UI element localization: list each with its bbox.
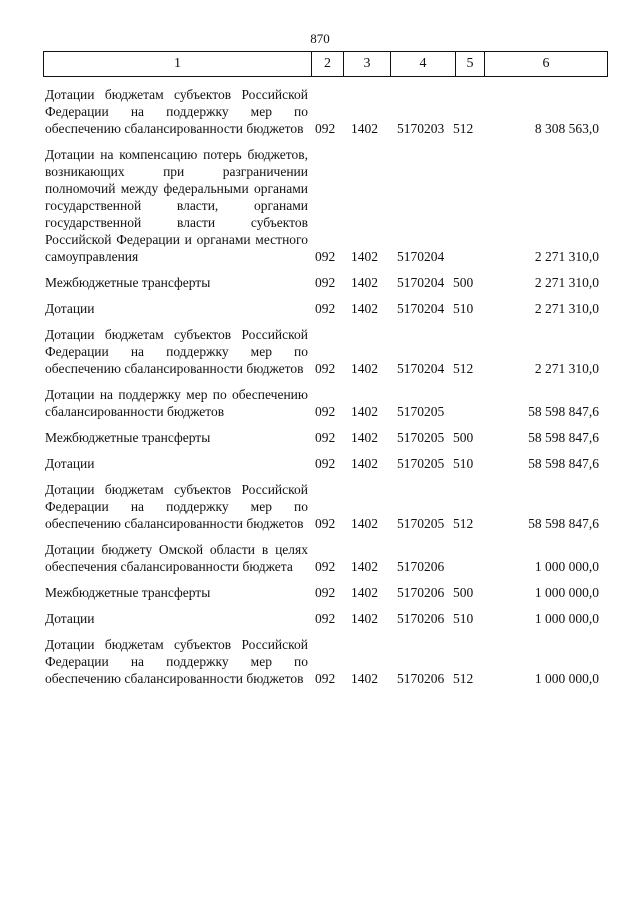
row-description: Дотации xyxy=(45,611,95,626)
code-razdel: 1402 xyxy=(351,456,378,471)
amount: 1 000 000,0 xyxy=(534,585,599,600)
amount: 58 598 847,6 xyxy=(528,430,599,445)
header-col-3: 3 xyxy=(344,52,391,76)
amount: 58 598 847,6 xyxy=(528,516,599,531)
code-razdel: 1402 xyxy=(351,121,378,136)
code-target-article: 5170206 xyxy=(397,585,445,600)
code-expense-type: 500 xyxy=(453,430,474,445)
code-target-article: 5170205 xyxy=(397,430,445,445)
code-expense-type: 500 xyxy=(453,275,474,290)
table-row xyxy=(45,326,605,377)
row-codes xyxy=(315,610,605,627)
row-description: Дотации бюджетам субъектов Российской Федерации на поддержку мер по обеспечению сбалансированности бюджетов xyxy=(45,87,308,136)
code-vedomstvo: 092 xyxy=(315,249,336,264)
code-vedomstvo: 092 xyxy=(315,559,336,574)
table-header xyxy=(43,51,608,77)
row-codes xyxy=(315,558,605,575)
amount: 1 000 000,0 xyxy=(534,559,599,574)
table-body xyxy=(45,86,605,696)
row-description: Дотации на поддержку мер по обеспечению сбалансированности бюджетов xyxy=(45,387,308,419)
row-description: Межбюджетные трансферты xyxy=(45,430,211,445)
code-expense-type: 512 xyxy=(453,121,474,136)
code-razdel: 1402 xyxy=(351,404,378,419)
table-row xyxy=(45,146,605,265)
table-row xyxy=(45,274,605,291)
table-row xyxy=(45,541,605,575)
code-target-article: 5170204 xyxy=(397,275,445,290)
table-row xyxy=(45,636,605,687)
code-vedomstvo: 092 xyxy=(315,430,336,445)
row-codes xyxy=(315,360,605,377)
code-expense-type: 512 xyxy=(453,361,474,376)
code-target-article: 5170204 xyxy=(397,361,445,376)
code-vedomstvo: 092 xyxy=(315,671,336,686)
code-vedomstvo: 092 xyxy=(315,516,336,531)
amount: 8 308 563,0 xyxy=(534,121,599,136)
row-codes xyxy=(315,248,605,265)
page-number: 870 xyxy=(310,31,330,46)
row-description: Дотации xyxy=(45,301,95,316)
code-vedomstvo: 092 xyxy=(315,275,336,290)
code-razdel: 1402 xyxy=(351,611,378,626)
row-description: Межбюджетные трансферты xyxy=(45,585,211,600)
amount: 1 000 000,0 xyxy=(534,611,599,626)
code-vedomstvo: 092 xyxy=(315,585,336,600)
code-target-article: 5170204 xyxy=(397,301,445,316)
table-row xyxy=(45,86,605,137)
code-razdel: 1402 xyxy=(351,585,378,600)
table-row xyxy=(45,584,605,601)
table-row xyxy=(45,610,605,627)
table-row xyxy=(45,300,605,317)
row-codes xyxy=(315,403,605,420)
code-razdel: 1402 xyxy=(351,559,378,574)
row-codes xyxy=(315,670,605,687)
table-row xyxy=(45,429,605,446)
table-row xyxy=(45,386,605,420)
header-col-2: 2 xyxy=(312,52,344,76)
amount: 2 271 310,0 xyxy=(534,249,599,264)
code-vedomstvo: 092 xyxy=(315,361,336,376)
row-description: Дотации бюджетам субъектов Российской Федерации на поддержку мер по обеспечению сбалансированности бюджетов xyxy=(45,482,308,531)
row-codes xyxy=(315,429,605,446)
row-description: Дотации на компенсацию потерь бюджетов, возникающих при разграничении полномочий между федеральными органами государственной власти, органами государственной власти субъектов Российской Федерации и органами местного самоуправления xyxy=(45,147,308,264)
code-expense-type: 512 xyxy=(453,516,474,531)
row-codes xyxy=(315,300,605,317)
code-expense-type: 510 xyxy=(453,611,474,626)
code-razdel: 1402 xyxy=(351,249,378,264)
row-codes xyxy=(315,274,605,291)
row-description: Дотации бюджету Омской области в целях обеспечения сбалансированности бюджета xyxy=(45,542,308,574)
code-target-article: 5170206 xyxy=(397,611,445,626)
code-target-article: 5170206 xyxy=(397,559,445,574)
row-codes xyxy=(315,455,605,472)
amount: 58 598 847,6 xyxy=(528,456,599,471)
table-row xyxy=(45,455,605,472)
code-razdel: 1402 xyxy=(351,275,378,290)
code-expense-type: 510 xyxy=(453,456,474,471)
code-target-article: 5170203 xyxy=(397,121,445,136)
header-col-6: 6 xyxy=(542,56,550,71)
amount: 1 000 000,0 xyxy=(534,671,599,686)
code-razdel: 1402 xyxy=(351,671,378,686)
code-vedomstvo: 092 xyxy=(315,404,336,419)
row-codes xyxy=(315,515,605,532)
code-vedomstvo: 092 xyxy=(315,301,336,316)
row-codes xyxy=(315,584,605,601)
amount: 2 271 310,0 xyxy=(534,275,599,290)
code-vedomstvo: 092 xyxy=(315,456,336,471)
code-vedomstvo: 092 xyxy=(315,121,336,136)
amount: 58 598 847,6 xyxy=(528,404,599,419)
header-col-1: 1 xyxy=(44,52,312,76)
code-target-article: 5170204 xyxy=(397,249,445,264)
row-description: Дотации бюджетам субъектов Российской Федерации на поддержку мер по обеспечению сбалансированности бюджетов xyxy=(45,637,308,686)
code-target-article: 5170205 xyxy=(397,404,445,419)
code-razdel: 1402 xyxy=(351,301,378,316)
code-razdel: 1402 xyxy=(351,430,378,445)
amount: 2 271 310,0 xyxy=(534,361,599,376)
row-codes xyxy=(315,120,605,137)
code-target-article: 5170206 xyxy=(397,671,445,686)
code-target-article: 5170205 xyxy=(397,456,445,471)
code-vedomstvo: 092 xyxy=(315,611,336,626)
row-description: Дотации бюджетам субъектов Российской Федерации на поддержку мер по обеспечению сбалансированности бюджетов xyxy=(45,327,308,376)
code-razdel: 1402 xyxy=(351,516,378,531)
row-description: Дотации xyxy=(45,456,95,471)
row-description: Межбюджетные трансферты xyxy=(45,275,211,290)
code-expense-type: 500 xyxy=(453,585,474,600)
header-col-5: 5 xyxy=(456,52,485,76)
code-expense-type: 512 xyxy=(453,671,474,686)
amount: 2 271 310,0 xyxy=(534,301,599,316)
table-row xyxy=(45,481,605,532)
code-target-article: 5170205 xyxy=(397,516,445,531)
header-col-4: 4 xyxy=(391,52,456,76)
code-expense-type: 510 xyxy=(453,301,474,316)
code-razdel: 1402 xyxy=(351,361,378,376)
